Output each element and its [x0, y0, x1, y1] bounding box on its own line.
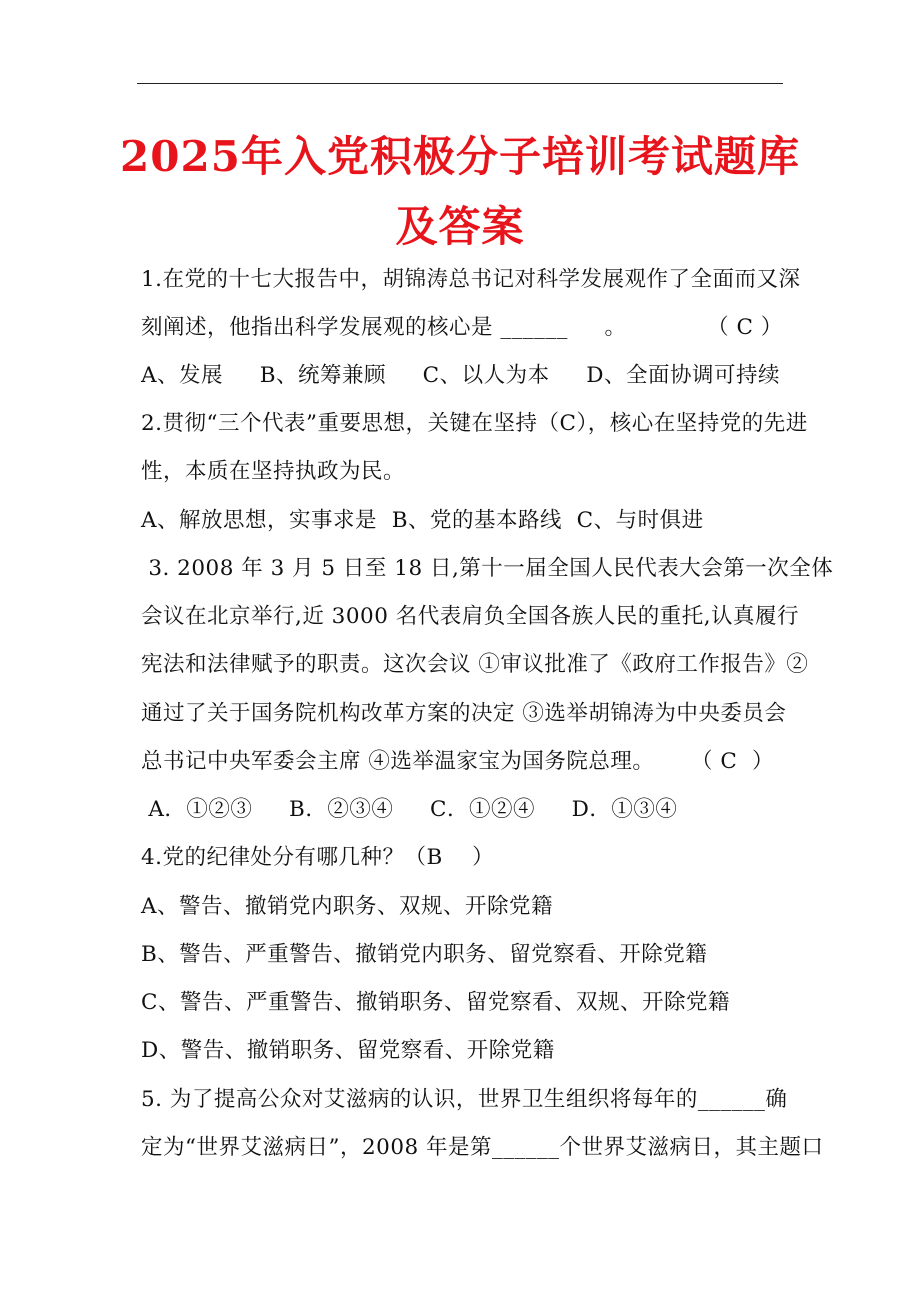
question-3-line-1: 3. 2008 年 3 月 5 日至 18 日,第十一届全国人民代表大会第一次全体: [141, 556, 834, 581]
document-title-line-1: 2025年入党积极分子培训考试题库: [120, 132, 800, 181]
question-4-option-c: C、警告、严重警告、撤销职务、留党察看、双规、开除党籍: [141, 990, 730, 1015]
header-rule: [137, 83, 783, 84]
question-1-options: A、发展 B、统筹兼顾 C、以人为本 D、全面协调可持续: [141, 363, 781, 388]
question-5-line-2: 定为“世界艾滋病日”，2008 年是第______个世界艾滋病日，其主题口: [141, 1135, 824, 1160]
question-5-line-1: 5. 为了提高公众对艾滋病的认识，世界卫生组织将每年的______确: [141, 1087, 788, 1112]
question-2-line-2: 性，本质在坚持执政为民。: [141, 459, 406, 484]
question-3-options: A．①②③ B．②③④ C．①②④ D．①③④: [141, 797, 678, 822]
question-4-line-1: 4.党的纪律处分有哪几种？（B ）: [141, 845, 495, 870]
question-2-options: A、解放思想，实事求是 B、党的基本路线 C、与时俱进: [141, 508, 704, 533]
question-4-option-d: D、警告、撤销职务、留党察看、开除党籍: [141, 1038, 555, 1063]
question-2-line-1: 2.贯彻“三个代表”重要思想，关键在坚持（C），核心在坚持党的先进: [141, 411, 808, 436]
question-1-line-2: 刻阐述，他指出科学发展观的核心是 ______ 。 （ C ）: [141, 315, 783, 340]
question-3-line-4: 通过了关于国务院机构改革方案的决定 ③选举胡锦涛为中央委员会: [141, 701, 787, 726]
question-3-line-5: 总书记中央军委会主席 ④选举温家宝为国务院总理。 （ C ）: [141, 749, 774, 774]
question-3-line-3: 宪法和法律赋予的职责。这次会议 ①审议批准了《政府工作报告》②: [141, 652, 809, 677]
question-1-line-1: 1.在党的十七大报告中，胡锦涛总书记对科学发展观作了全面而又深: [141, 267, 801, 292]
question-4-option-a: A、警告、撤销党内职务、双规、开除党籍: [141, 894, 554, 919]
document-title-line-2: 及答案: [395, 202, 525, 251]
question-3-line-2: 会议在北京举行,近 3000 名代表肩负全国各族人民的重托,认真履行: [141, 604, 800, 629]
question-4-option-b: B、警告、严重警告、撤销党内职务、留党察看、开除党籍: [141, 942, 708, 967]
